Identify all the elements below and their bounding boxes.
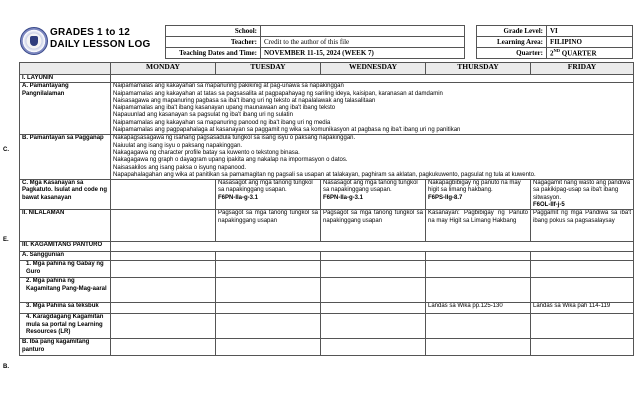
teksbuk-tuesday <box>216 303 321 314</box>
karagdagang-label: 4. Karagdagang Kagamitan mula sa portal ng Learning Resources (LR) <box>20 314 111 339</box>
pamantayang-content <box>111 83 634 135</box>
kagamitang-mag-aaral-row <box>20 278 634 303</box>
lesson-log-table <box>19 62 634 356</box>
nilalaman-wednesday: Pagsagot sa mga tanong tungkol sa napakinggang usapan <box>321 210 426 242</box>
layunin-row <box>20 75 634 83</box>
empty-cell <box>111 314 216 339</box>
sanggunian-row <box>20 252 634 261</box>
kasanayan-text: Nakapagbibigay ng panuto na may higit sa limang hakbang. <box>428 180 521 194</box>
teksbuk-friday: Landas sa Wika pah 114-119 <box>531 303 634 314</box>
empty-cell <box>111 261 216 278</box>
deped-seal-icon <box>20 27 48 55</box>
area-label: Learning Area: <box>477 37 547 48</box>
teksbuk-row <box>20 303 634 314</box>
kasanayan-code: F6OL-IIf-j-5 <box>533 202 565 209</box>
empty-cell <box>531 314 634 339</box>
nilalaman-thursday: Kasanayan: Pagbibigay ng Panuto na may Higit sa Limang Hakbang <box>426 210 531 242</box>
day-header-blank <box>20 63 111 75</box>
nilalaman-tuesday: Pagsagot sa mga tanong tungkol sa napakinggang usapan <box>216 210 321 242</box>
pagganap-content <box>111 135 634 180</box>
nilalaman-monday <box>111 210 216 242</box>
kasanayan-tuesday <box>216 180 321 210</box>
nilalaman-friday: Paggamit ng mga Pandiwa sa iba't ibang pokus sa pagsasalaysay <box>531 210 634 242</box>
kagamitang-row <box>20 242 634 252</box>
pagganap-row <box>20 135 634 180</box>
grade-value: VI <box>547 26 633 37</box>
teksbuk-thursday: Landas sa Wika pp.125-130 <box>426 303 531 314</box>
kagamitang-mag-aaral-label: 2. Mga pahina ng Kagamitang Pang-Mag-aaral <box>20 278 111 303</box>
pagganap-label: B. Pamantayan sa Pagganap <box>20 135 111 180</box>
kasanayan-text: Nagagamit nang wasto ang pandiwa sa pakikipag-usap sa iba't ibang sitwasyon. <box>533 180 631 201</box>
pamantayang-row <box>20 83 634 135</box>
pamantayang-line: Naipamamalas ang kakayahan sa mapanuring pakikinig at pag-unawa sa napakinggan <box>113 83 344 90</box>
dates-label: Teaching Dates and Time: <box>166 48 261 59</box>
empty-cell <box>216 339 321 356</box>
kasanayan-row <box>20 180 634 210</box>
kasanayan-wednesday <box>321 180 426 210</box>
empty-cell <box>531 261 634 278</box>
dates-value: NOVEMBER 11-15, 2024 (WEEK 7) <box>261 48 465 59</box>
empty-cell <box>426 261 531 278</box>
empty-cell <box>321 339 426 356</box>
side-letter-c: C. <box>3 147 9 153</box>
empty-cell <box>216 278 321 303</box>
quarter-value <box>547 48 633 59</box>
day-header-thursday: THURSDAY <box>426 63 531 75</box>
day-header-friday: FRIDAY <box>531 63 634 75</box>
empty-cell <box>426 314 531 339</box>
pagganap-line: Nakagagawa ng graph o dayagram upang ipakita ang nakalap na impormasyon o datos. <box>113 157 348 164</box>
pamantayang-line: Naipamamalas ang kakayahan sa mapanuring panood ng iba't ibang uri ng media <box>113 119 331 126</box>
nilalaman-row <box>20 210 634 242</box>
pamantayang-line: Naipamamalas ang pagpapahalaga at kasanayan sa paggamit ng wika sa komunikasyon at pagbasa ng iba't ibang uri ng panitikan <box>113 127 461 134</box>
empty-cell <box>216 314 321 339</box>
kasanayan-label: C. Mga Kasanayan sa Pagkatuto. Isulat and code ng bawat kasanayan <box>20 180 111 210</box>
empty-cell <box>531 252 634 261</box>
kasanayan-code: F6PN-IIa-g-3.1 <box>323 194 364 201</box>
empty-cell <box>531 339 634 356</box>
empty-cell <box>216 252 321 261</box>
empty-cell <box>321 314 426 339</box>
dll-title-line2: DAILY LESSON LOG <box>50 39 151 50</box>
empty-cell <box>216 261 321 278</box>
quarter-number: 2 <box>550 49 554 58</box>
empty-cell <box>426 252 531 261</box>
kasanayan-text: Nasasagot ang mga tanong tungkol sa napakinggang usapan. <box>218 180 313 194</box>
iba-row <box>20 339 634 356</box>
empty-cell <box>321 278 426 303</box>
day-header-wednesday: WEDNESDAY <box>321 63 426 75</box>
empty-cell <box>531 278 634 303</box>
gabay-row <box>20 261 634 278</box>
grade-label: Grade Level: <box>477 26 547 37</box>
teksbuk-label: 3. Mga Pahina sa teksbuk <box>20 303 111 314</box>
teacher-label: Teacher: <box>166 37 261 48</box>
layunin-label: I. LAYUNIN <box>20 75 111 83</box>
teksbuk-wednesday <box>321 303 426 314</box>
header <box>0 0 640 58</box>
quarter-suffix: ND <box>553 48 560 54</box>
pamantayang-line: Napauunlad ang kasanayan sa pagsulat ng iba't ibang uri ng sulatin <box>113 112 293 119</box>
pamantayang-line: Naisasagawa ang mapanuring pagbasa sa iba't ibang uri ng teksto at napalalawak ang talasalitaan <box>113 97 376 104</box>
empty-cell <box>426 278 531 303</box>
kasanayan-monday <box>111 180 216 210</box>
empty-cell <box>111 339 216 356</box>
quarter-label: Quarter: <box>477 48 547 59</box>
pagganap-line: Napapahalagahan ang wika at panitikan sa pamamagitan ng pagsali sa usapan at talakayan, paghiram sa aklatan, pagkukuwento, pagsulat ng tula at kuwento. <box>113 171 536 178</box>
kasanayan-text: Nasasagot ang mga tanong tungkol sa napakinggang usapan. <box>323 180 418 194</box>
pagganap-line: Naisasakilos ang isang paksa o isyung napanood. <box>113 164 247 171</box>
pagganap-line: Nakapagsasagawa ng isahang pagsasadula tungkol sa isang isyu o paksang napakinggan. <box>113 135 356 142</box>
area-value: FILIPINO <box>547 37 633 48</box>
kasanayan-friday <box>531 180 634 210</box>
pagganap-line: Nakagagawa ng character profile batay sa kuwento o tekstong binasa. <box>113 149 300 156</box>
kasanayan-thursday <box>426 180 531 210</box>
kagamitang-empty <box>111 242 634 252</box>
grade-info-table <box>476 25 633 59</box>
kasanayan-code: F6PN-IIa-g-3.1 <box>218 194 259 201</box>
empty-cell <box>321 261 426 278</box>
school-value <box>261 26 465 37</box>
nilalaman-label: II. NILALAMAN <box>20 210 111 242</box>
teacher-value: Credit to the author of this file <box>261 37 465 48</box>
school-label: School: <box>166 26 261 37</box>
layunin-empty <box>111 75 634 83</box>
empty-cell <box>426 339 531 356</box>
day-header-monday: MONDAY <box>111 63 216 75</box>
empty-cell <box>111 278 216 303</box>
day-header-row <box>20 63 634 75</box>
pamantayang-line: Naipamamalas ang kakayahan at tatas sa pagsasalita at pagpapahayag ng sariling ideya, kaisipan, karanasan at damdamin <box>113 90 443 97</box>
empty-cell <box>111 252 216 261</box>
iba-label: B. Iba pang kagamitang panturo <box>20 339 111 356</box>
pagganap-line: Naiuulat ang isang isyu o paksang napakinggan. <box>113 142 243 149</box>
day-header-tuesday: TUESDAY <box>216 63 321 75</box>
kasanayan-code: F6PS-IIg-8.7 <box>428 194 463 201</box>
teksbuk-monday <box>111 303 216 314</box>
school-info-table <box>165 25 465 59</box>
sanggunian-label: A. Sanggunian <box>20 252 111 261</box>
quarter-text: QUARTER <box>560 49 597 58</box>
side-letter-b: B. <box>3 364 9 370</box>
karagdagang-row <box>20 314 634 339</box>
gabay-label: 1. Mga pahina ng Gabay ng Guro <box>20 261 111 278</box>
pamantayang-line: Naipamamalas ang iba't ibang kasanayan upang maunawaan ang iba't ibang teksto <box>113 105 336 112</box>
empty-cell <box>321 252 426 261</box>
dll-title-line1: GRADES 1 to 12 <box>50 27 131 38</box>
side-letter-e: E. <box>3 237 9 243</box>
pamantayang-label: A. Pamantayang Pangnilalaman <box>20 83 111 135</box>
kagamitang-label: III. KAGAMITANG PANTURO <box>20 242 111 252</box>
